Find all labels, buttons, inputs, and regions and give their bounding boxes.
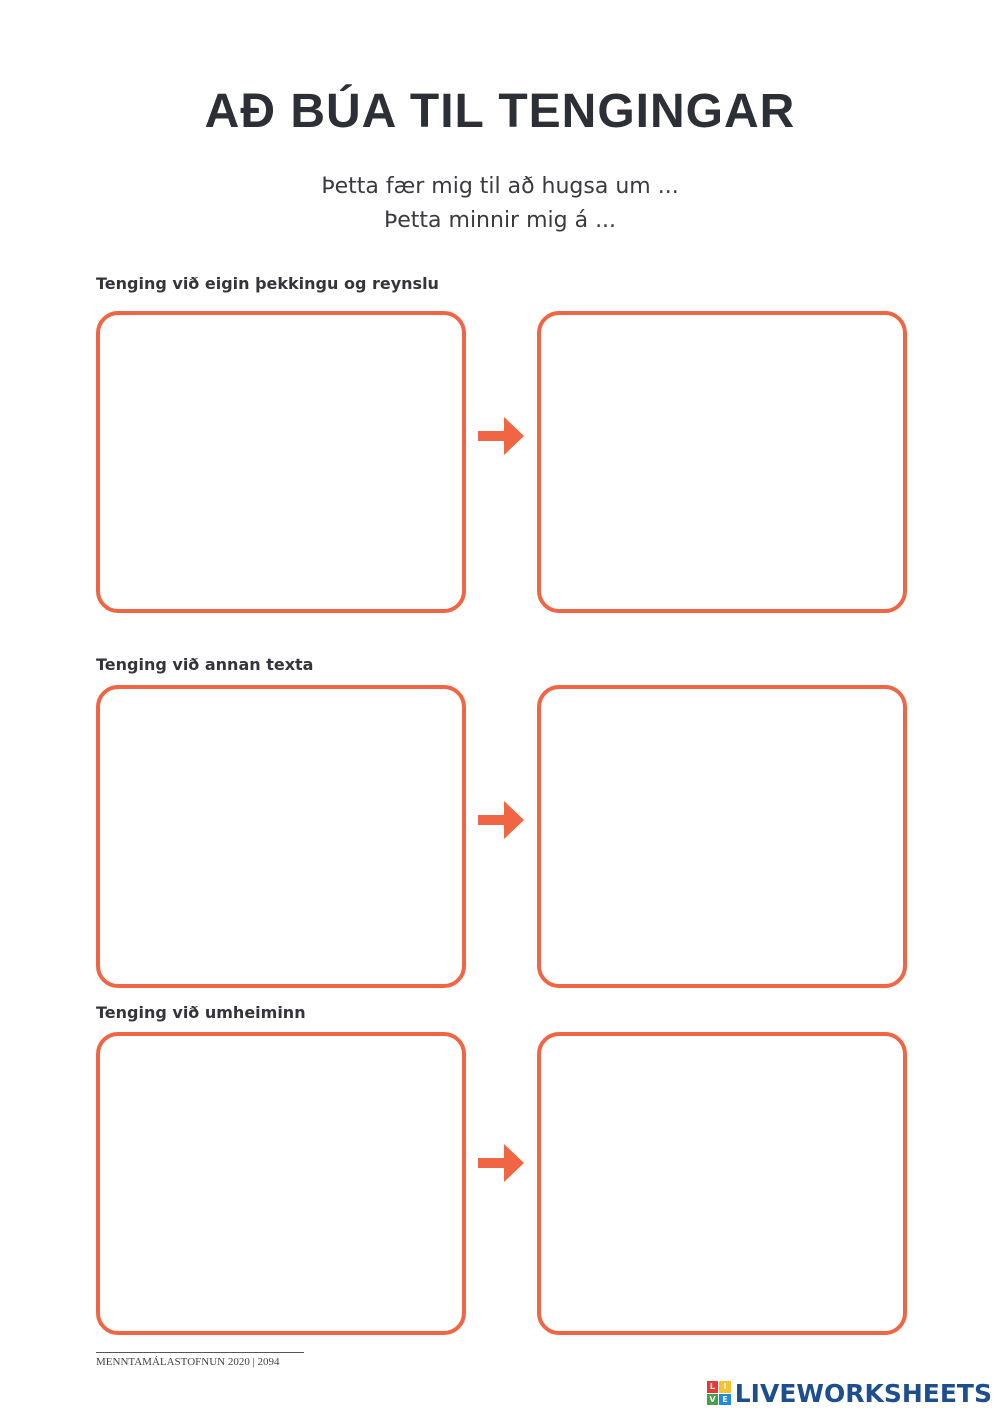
- liveworksheets-logo-icon: L I V E: [707, 1381, 731, 1405]
- answer-box-1-left[interactable]: [96, 311, 466, 613]
- section-label-other-text: Tenging við annan texta: [96, 655, 314, 674]
- section-label-own-knowledge: Tenging við eigin þekkingu og reynslu: [96, 274, 439, 293]
- page-title: AÐ BÚA TIL TENGINGAR: [204, 85, 796, 138]
- liveworksheets-wordmark: LIVEWORKSHEETS: [734, 1378, 992, 1408]
- liveworksheets-brand: [707, 1378, 992, 1408]
- answer-box-3-right[interactable]: [537, 1032, 907, 1335]
- subtitle-line-1: Þetta fær mig til að hugsa um ...: [321, 174, 679, 199]
- right-arrow-icon: [476, 1141, 526, 1185]
- right-arrow-icon: [476, 414, 526, 458]
- section-label-world: Tenging við umheiminn: [96, 1003, 306, 1022]
- right-arrow-icon: [476, 798, 526, 842]
- answer-box-2-left[interactable]: [96, 685, 466, 988]
- answer-box-2-right[interactable]: [537, 685, 907, 988]
- subtitle-line-2: Þetta minnir mig á ...: [383, 208, 617, 233]
- answer-box-1-right[interactable]: [537, 311, 907, 613]
- answer-box-3-left[interactable]: [96, 1032, 466, 1335]
- footer-credit: MENNTAMÁLASTOFNUN 2020 | 2094: [96, 1352, 304, 1368]
